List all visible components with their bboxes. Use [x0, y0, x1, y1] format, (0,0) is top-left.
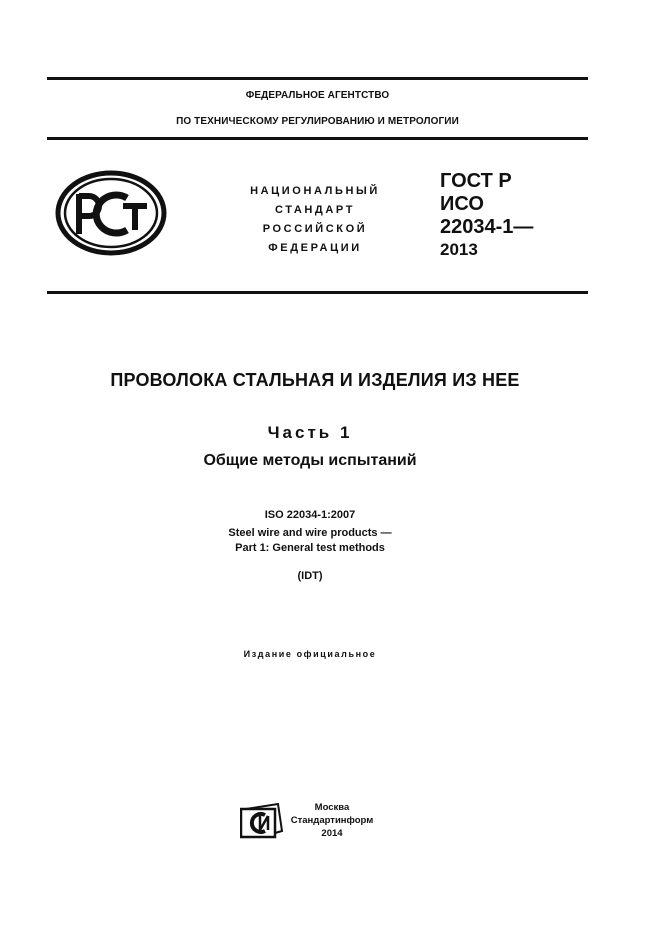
- designation-year: 2013: [440, 240, 478, 259]
- iso-reference: ISO 22034-1:2007: [264, 509, 356, 521]
- publisher-info: [290, 801, 374, 840]
- iso-title-line1: Steel wire and wire products —: [228, 527, 392, 539]
- equivalence-marker: (IDT): [297, 570, 323, 582]
- iso-title-line2: Part 1: General test methods: [235, 542, 385, 554]
- standartinform-logo-icon: [240, 803, 284, 839]
- edition-label: Издание официальное: [243, 649, 377, 659]
- standard-type: [225, 182, 405, 258]
- header-rule: [47, 137, 588, 140]
- part-subtitle: Общие методы испытаний: [203, 452, 417, 469]
- document-title: ПРОВОЛОКА СТАЛЬНАЯ И ИЗДЕЛИЯ ИЗ НЕЕ: [110, 370, 520, 390]
- designation-line1: ГОСТ Р: [440, 170, 512, 192]
- designation-line2: ИСО: [440, 193, 484, 215]
- rst-certification-mark-icon: [55, 170, 167, 256]
- standard-type-line2: СТАНДАРТ: [274, 204, 356, 216]
- standard-type-line4: ФЕДЕРАЦИИ: [268, 242, 362, 254]
- standard-type-line3: РОССИЙСКОЙ: [262, 223, 368, 235]
- designation-rule: [47, 291, 588, 294]
- publisher-city: Москва: [314, 802, 350, 813]
- top-rule: [47, 77, 588, 80]
- designation-line3: 22034-1—: [440, 216, 534, 238]
- iso-reference-block: [160, 508, 460, 556]
- part-number: Часть 1: [267, 423, 353, 442]
- publisher-year: 2014: [321, 828, 343, 839]
- standard-type-line1: НАЦИОНАЛЬНЫЙ: [250, 185, 380, 197]
- standard-designation: [440, 170, 533, 261]
- agency-name-line2: ПО ТЕХНИЧЕСКОМУ РЕГУЛИРОВАНИЮ И МЕТРОЛОГИИ: [176, 116, 459, 127]
- publisher-name: Стандартинформ: [290, 815, 374, 826]
- agency-name-line1: ФЕДЕРАЛЬНОЕ АГЕНТСТВО: [245, 90, 390, 101]
